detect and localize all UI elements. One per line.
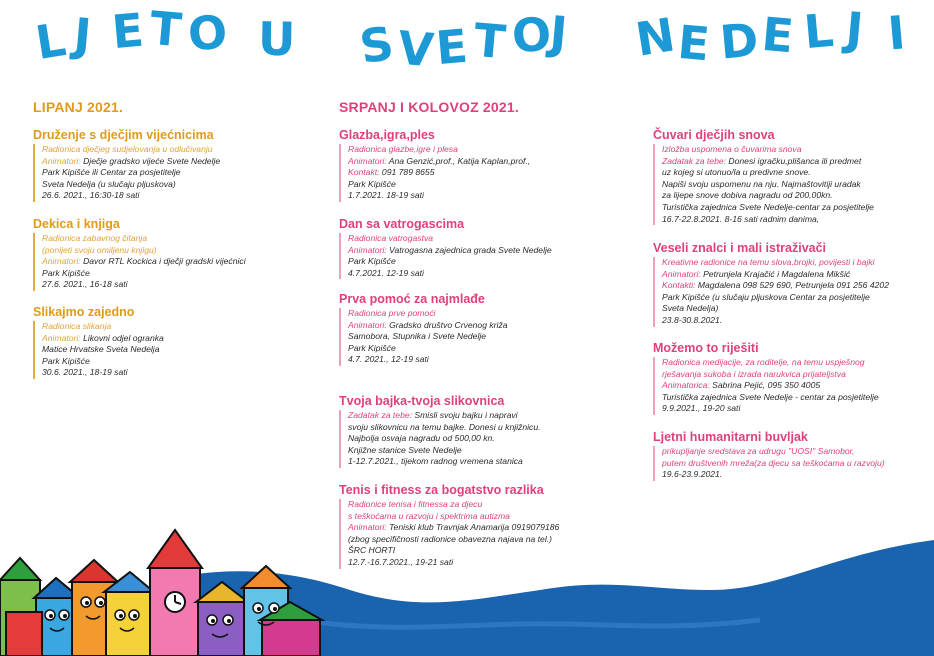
event-label: Animatori: bbox=[348, 155, 387, 166]
event-detail-line bbox=[662, 380, 879, 392]
title-letter: E bbox=[759, 6, 796, 64]
event-text: Matice Hrvatske Sveta Nedelja bbox=[42, 344, 160, 355]
event-text: 1.7.2021. 18-19 sati bbox=[348, 190, 424, 201]
event-detail-line bbox=[348, 433, 541, 445]
house-red bbox=[6, 612, 42, 656]
event-detail-line bbox=[348, 410, 541, 422]
event-detail-line bbox=[662, 303, 889, 315]
title-letter: J bbox=[547, 5, 570, 61]
event-text: Napiši svoju uspomenu na nju. Najmaštovitiji uradak bbox=[662, 178, 861, 189]
title-letter: S bbox=[355, 15, 398, 75]
event-subtitle: Radionica dječjeg sudjelovanja u odlučivanju bbox=[42, 144, 213, 154]
event-detail-line bbox=[662, 446, 885, 458]
event-label: Animatori: bbox=[348, 244, 387, 255]
event-detail-line bbox=[348, 499, 559, 511]
event-detail-line bbox=[348, 268, 552, 280]
event-text: 26.6. 2021., 16:30-18 sati bbox=[42, 190, 140, 201]
event-detail-line bbox=[348, 179, 530, 191]
event-text: 1-12.7.2021., tijekom radnog vremena stanica bbox=[348, 456, 523, 467]
event-detail-line bbox=[348, 144, 530, 156]
title-letter: O bbox=[185, 4, 230, 62]
event-detail-line bbox=[662, 458, 885, 470]
title-letter: D bbox=[717, 12, 761, 70]
event-card bbox=[653, 128, 874, 225]
event-detail-line bbox=[348, 445, 541, 457]
event-detail-line bbox=[662, 214, 874, 226]
event-label: Animatori: bbox=[42, 155, 81, 166]
event-detail-line bbox=[42, 167, 220, 179]
event-title: Glazba,igra,ples bbox=[339, 128, 435, 142]
event-text: Park Kipišće bbox=[42, 355, 90, 366]
event-detail-line bbox=[662, 315, 889, 327]
event-card bbox=[339, 292, 508, 366]
event-text: 19.6-23.9.2021. bbox=[662, 469, 723, 480]
event-label: Animatori: bbox=[348, 522, 387, 533]
event-text: 12.7.-16.7.2021., 19-21 sati bbox=[348, 556, 454, 567]
event-title: Dekica i knjiga bbox=[33, 217, 120, 231]
event-details bbox=[653, 144, 874, 225]
event-text: Sveta Nedelja) bbox=[662, 303, 719, 314]
event-card bbox=[339, 394, 541, 468]
event-label: Animatorica: bbox=[662, 380, 710, 391]
event-label: Animatori: bbox=[42, 256, 81, 267]
event-detail-line bbox=[42, 367, 164, 379]
event-detail-line bbox=[662, 392, 879, 404]
event-text: Davor RTL Kockica i dječji gradski vijećnici bbox=[80, 256, 246, 267]
event-label: Kontakt: bbox=[348, 167, 380, 178]
event-subtitle: putem društvenih mreža(za djecu sa teškoćama u razvoju) bbox=[662, 457, 885, 468]
event-subtitle: Radionice tenisa i fitnessa za djecu bbox=[348, 499, 483, 509]
event-details bbox=[653, 357, 879, 415]
event-detail-line bbox=[662, 190, 874, 202]
event-text: Ana Genzić,prof., Katija Kaplan,prof., bbox=[386, 155, 531, 166]
event-detail-line bbox=[42, 256, 246, 268]
event-subtitle: Kreativne radionice na temu slova,brojki, povijesti i bajki bbox=[662, 257, 875, 267]
event-title: Druženje s dječjim vijećnicima bbox=[33, 128, 214, 142]
event-detail-line bbox=[42, 344, 164, 356]
title-letter: L bbox=[801, 2, 836, 60]
event-details bbox=[653, 446, 885, 481]
event-card bbox=[33, 305, 164, 379]
event-text: 4.7.2021. 12-19 sati bbox=[348, 267, 424, 278]
title-letter: E bbox=[433, 18, 470, 76]
event-detail-line bbox=[348, 256, 552, 268]
event-details bbox=[33, 321, 164, 379]
month-heading-june: LIPANJ 2021. bbox=[33, 99, 124, 115]
event-text: Gradsko društvo Crvenog križa bbox=[386, 319, 508, 330]
event-text: Park Kipišće bbox=[348, 342, 396, 353]
title-letter: V bbox=[395, 20, 436, 78]
event-title: Tenis i fitness za bogatstvo razlika bbox=[339, 483, 544, 497]
event-detail-line bbox=[662, 357, 879, 369]
event-detail-line bbox=[42, 321, 164, 333]
event-details bbox=[33, 233, 246, 291]
event-title: Tvoja bajka-tvoja slikovnica bbox=[339, 394, 505, 408]
title-letter: L bbox=[31, 12, 70, 70]
event-text: 23.8-30.8.2021. bbox=[662, 314, 723, 325]
event-text: Vatrogasna zajednica grada Svete Nedelje bbox=[386, 244, 552, 255]
event-text: Likovni odjel ogranka bbox=[80, 332, 164, 343]
event-detail-line bbox=[42, 233, 246, 245]
event-detail-line bbox=[348, 308, 508, 320]
event-detail-line bbox=[348, 331, 508, 343]
event-subtitle: (ponijeti svoju omiljenu knjigu) bbox=[42, 244, 157, 255]
event-label: Zadatak za tebe: bbox=[348, 410, 413, 420]
event-details bbox=[653, 257, 889, 327]
event-subtitle: Radionica medijacije, za roditelje, na temu uspješnog bbox=[662, 357, 865, 367]
event-subtitle: Radionica vatrogastva bbox=[348, 233, 434, 243]
event-subtitle: Radionica glazbe,igre i plesa bbox=[348, 144, 458, 154]
event-detail-line bbox=[662, 292, 889, 304]
title-letter: T bbox=[147, 0, 184, 58]
event-detail-line bbox=[42, 333, 164, 345]
event-details bbox=[339, 308, 508, 366]
event-detail-line bbox=[662, 469, 885, 481]
title-letter: T bbox=[471, 12, 508, 70]
event-title: Čuvari dječjih snova bbox=[653, 128, 775, 142]
title-letter: E bbox=[109, 2, 146, 60]
event-subtitle: rješavanja sukoba i izrada narukvica prijateljstva bbox=[662, 368, 846, 379]
event-text: Donesi igračku,plišanca ili predmet bbox=[726, 155, 862, 166]
event-detail-line bbox=[348, 343, 508, 355]
event-detail-line bbox=[42, 268, 246, 280]
event-detail-line bbox=[348, 167, 530, 179]
title-letter: I bbox=[885, 5, 908, 61]
event-subtitle: Radionica prve pomoći bbox=[348, 308, 436, 318]
title-letter: J bbox=[71, 7, 94, 63]
event-text: Sabrina Pejić, 095 350 4005 bbox=[709, 380, 821, 391]
event-card bbox=[653, 341, 879, 415]
event-text: Knjižne stanice Svete Nedelje bbox=[348, 444, 462, 455]
event-text: 30.6. 2021., 18-19 sati bbox=[42, 367, 128, 378]
event-detail-line bbox=[348, 190, 530, 202]
event-detail-line bbox=[42, 190, 220, 202]
event-text: 4.7. 2021., 12-19 sati bbox=[348, 354, 429, 365]
event-details bbox=[33, 144, 220, 202]
month-heading-july-august: SRPANJ I KOLOVOZ 2021. bbox=[339, 99, 519, 115]
event-detail-line bbox=[662, 179, 874, 191]
event-card bbox=[33, 128, 220, 202]
houses-wave-illustration bbox=[0, 520, 934, 656]
event-text: Petrunjela Krajačić i Magdalena Mikšić bbox=[700, 268, 851, 279]
event-label: Zadatak za tebe: bbox=[662, 155, 727, 166]
event-title: Prva pomoć za najmlađe bbox=[339, 292, 485, 306]
event-detail-line bbox=[662, 269, 889, 281]
title-letter: O bbox=[509, 6, 554, 64]
event-text: (zbog specifičnosti radionice obavezna najava na tel.) bbox=[348, 533, 552, 544]
event-text: Sveta Nedelja (u slučaju pljuskova) bbox=[42, 178, 176, 189]
event-detail-line bbox=[348, 245, 552, 257]
event-text: uz kojeg si utonuo/la u predivne snove. bbox=[662, 167, 811, 178]
poster-title bbox=[0, 0, 934, 90]
event-details bbox=[339, 233, 552, 279]
event-card bbox=[653, 241, 889, 327]
event-detail-line bbox=[42, 356, 164, 368]
event-text: 9.9.2021., 19-20 sati bbox=[662, 403, 741, 414]
event-text: svoju slikovnicu na temu bajke. Donesi u knjižnicu. bbox=[348, 421, 541, 432]
event-label: Animatori: bbox=[348, 319, 387, 330]
event-detail-line bbox=[348, 456, 541, 468]
event-card bbox=[339, 217, 552, 279]
event-details bbox=[339, 410, 541, 468]
event-label: Animatori: bbox=[662, 268, 701, 279]
event-text: Park Kipišće (u slučaju pljuskova Centar za posjetitelje bbox=[662, 291, 870, 302]
event-detail-line bbox=[42, 179, 220, 191]
event-text: 091 789 8655 bbox=[379, 167, 435, 178]
title-letter: U bbox=[257, 11, 296, 67]
event-detail-line bbox=[662, 280, 889, 292]
event-card bbox=[33, 217, 246, 291]
event-text: Park Kipišće ili Centar za posjetitelje bbox=[42, 167, 181, 178]
event-label: Kontakti: bbox=[662, 280, 696, 291]
event-text: Smisli svoju bajku i napravi bbox=[412, 410, 518, 420]
event-title: Veseli znalci i mali istraživači bbox=[653, 241, 827, 255]
event-subtitle: Izložba uspomena o čuvarima snova bbox=[662, 144, 802, 154]
event-detail-line bbox=[42, 144, 220, 156]
event-card bbox=[339, 128, 530, 202]
event-detail-line bbox=[662, 257, 889, 269]
event-title: Dan sa vatrogascima bbox=[339, 217, 465, 231]
tower-pink bbox=[148, 530, 202, 656]
event-detail-line bbox=[42, 245, 246, 257]
title-letter: N bbox=[632, 7, 679, 67]
event-text: Samobora, Stupnika i Svete Nedelje bbox=[348, 331, 487, 342]
event-text: 27.6. 2021., 16-18 sati bbox=[42, 279, 128, 290]
event-title: Ljetni humanitarni buvljak bbox=[653, 430, 808, 444]
event-detail-line bbox=[42, 156, 220, 168]
event-text: Dječje gradsko vijeće Svete Nedelje bbox=[80, 155, 221, 166]
event-detail-line bbox=[662, 156, 874, 168]
event-subtitle: Radionica zabavnog čitanja bbox=[42, 233, 148, 243]
event-text: Najbolja osvaja nagradu od 500,00 kn. bbox=[348, 433, 495, 444]
event-text: Turistička zajednica Svete Nedelje-centar za posjetitelje bbox=[662, 201, 874, 212]
event-detail-line bbox=[662, 403, 879, 415]
event-text: 16.7-22.8.2021. 8-16 sati radnim danima, bbox=[662, 213, 820, 224]
event-subtitle: Radionica slikanja bbox=[42, 321, 112, 331]
event-text: Park Kipišće bbox=[42, 267, 90, 278]
event-detail-line bbox=[662, 202, 874, 214]
event-detail-line bbox=[662, 369, 879, 381]
event-label: Animatori: bbox=[42, 332, 81, 343]
event-detail-line bbox=[662, 167, 874, 179]
event-title: Možemo to riješiti bbox=[653, 341, 759, 355]
event-subtitle: prikupljanje sredstava za udrugu "UOSI" Samobor, bbox=[662, 446, 855, 456]
event-detail-line bbox=[348, 156, 530, 168]
event-subtitle: s teškoćama u razvoju i spektrima autizma bbox=[348, 510, 510, 521]
event-detail-line bbox=[348, 354, 508, 366]
event-details bbox=[339, 144, 530, 202]
event-detail-line bbox=[348, 422, 541, 434]
event-title: Slikajmo zajedno bbox=[33, 305, 135, 319]
event-text: Teniski klub Travnjak Anamarija 0919079186 bbox=[386, 522, 560, 533]
event-detail-line bbox=[348, 320, 508, 332]
event-text: za lijepe snove dobiva nagradu od 200,00kn. bbox=[662, 190, 833, 201]
event-detail-line bbox=[42, 279, 246, 291]
event-text: Magdalena 098 529 690, Petrunjela 091 256 4202 bbox=[695, 280, 889, 291]
event-detail-line bbox=[662, 144, 874, 156]
event-card bbox=[653, 430, 885, 481]
event-text: ŠRC HORTI bbox=[348, 545, 396, 556]
event-text: Park Kipišće bbox=[348, 256, 396, 267]
title-letter: J bbox=[843, 1, 866, 57]
event-text: Turistička zajednica Svete Nedelje - centar za posjetitelje bbox=[662, 391, 879, 402]
title-letter: E bbox=[675, 14, 712, 72]
event-text: Park Kipišće bbox=[348, 178, 396, 189]
event-detail-line bbox=[348, 233, 552, 245]
